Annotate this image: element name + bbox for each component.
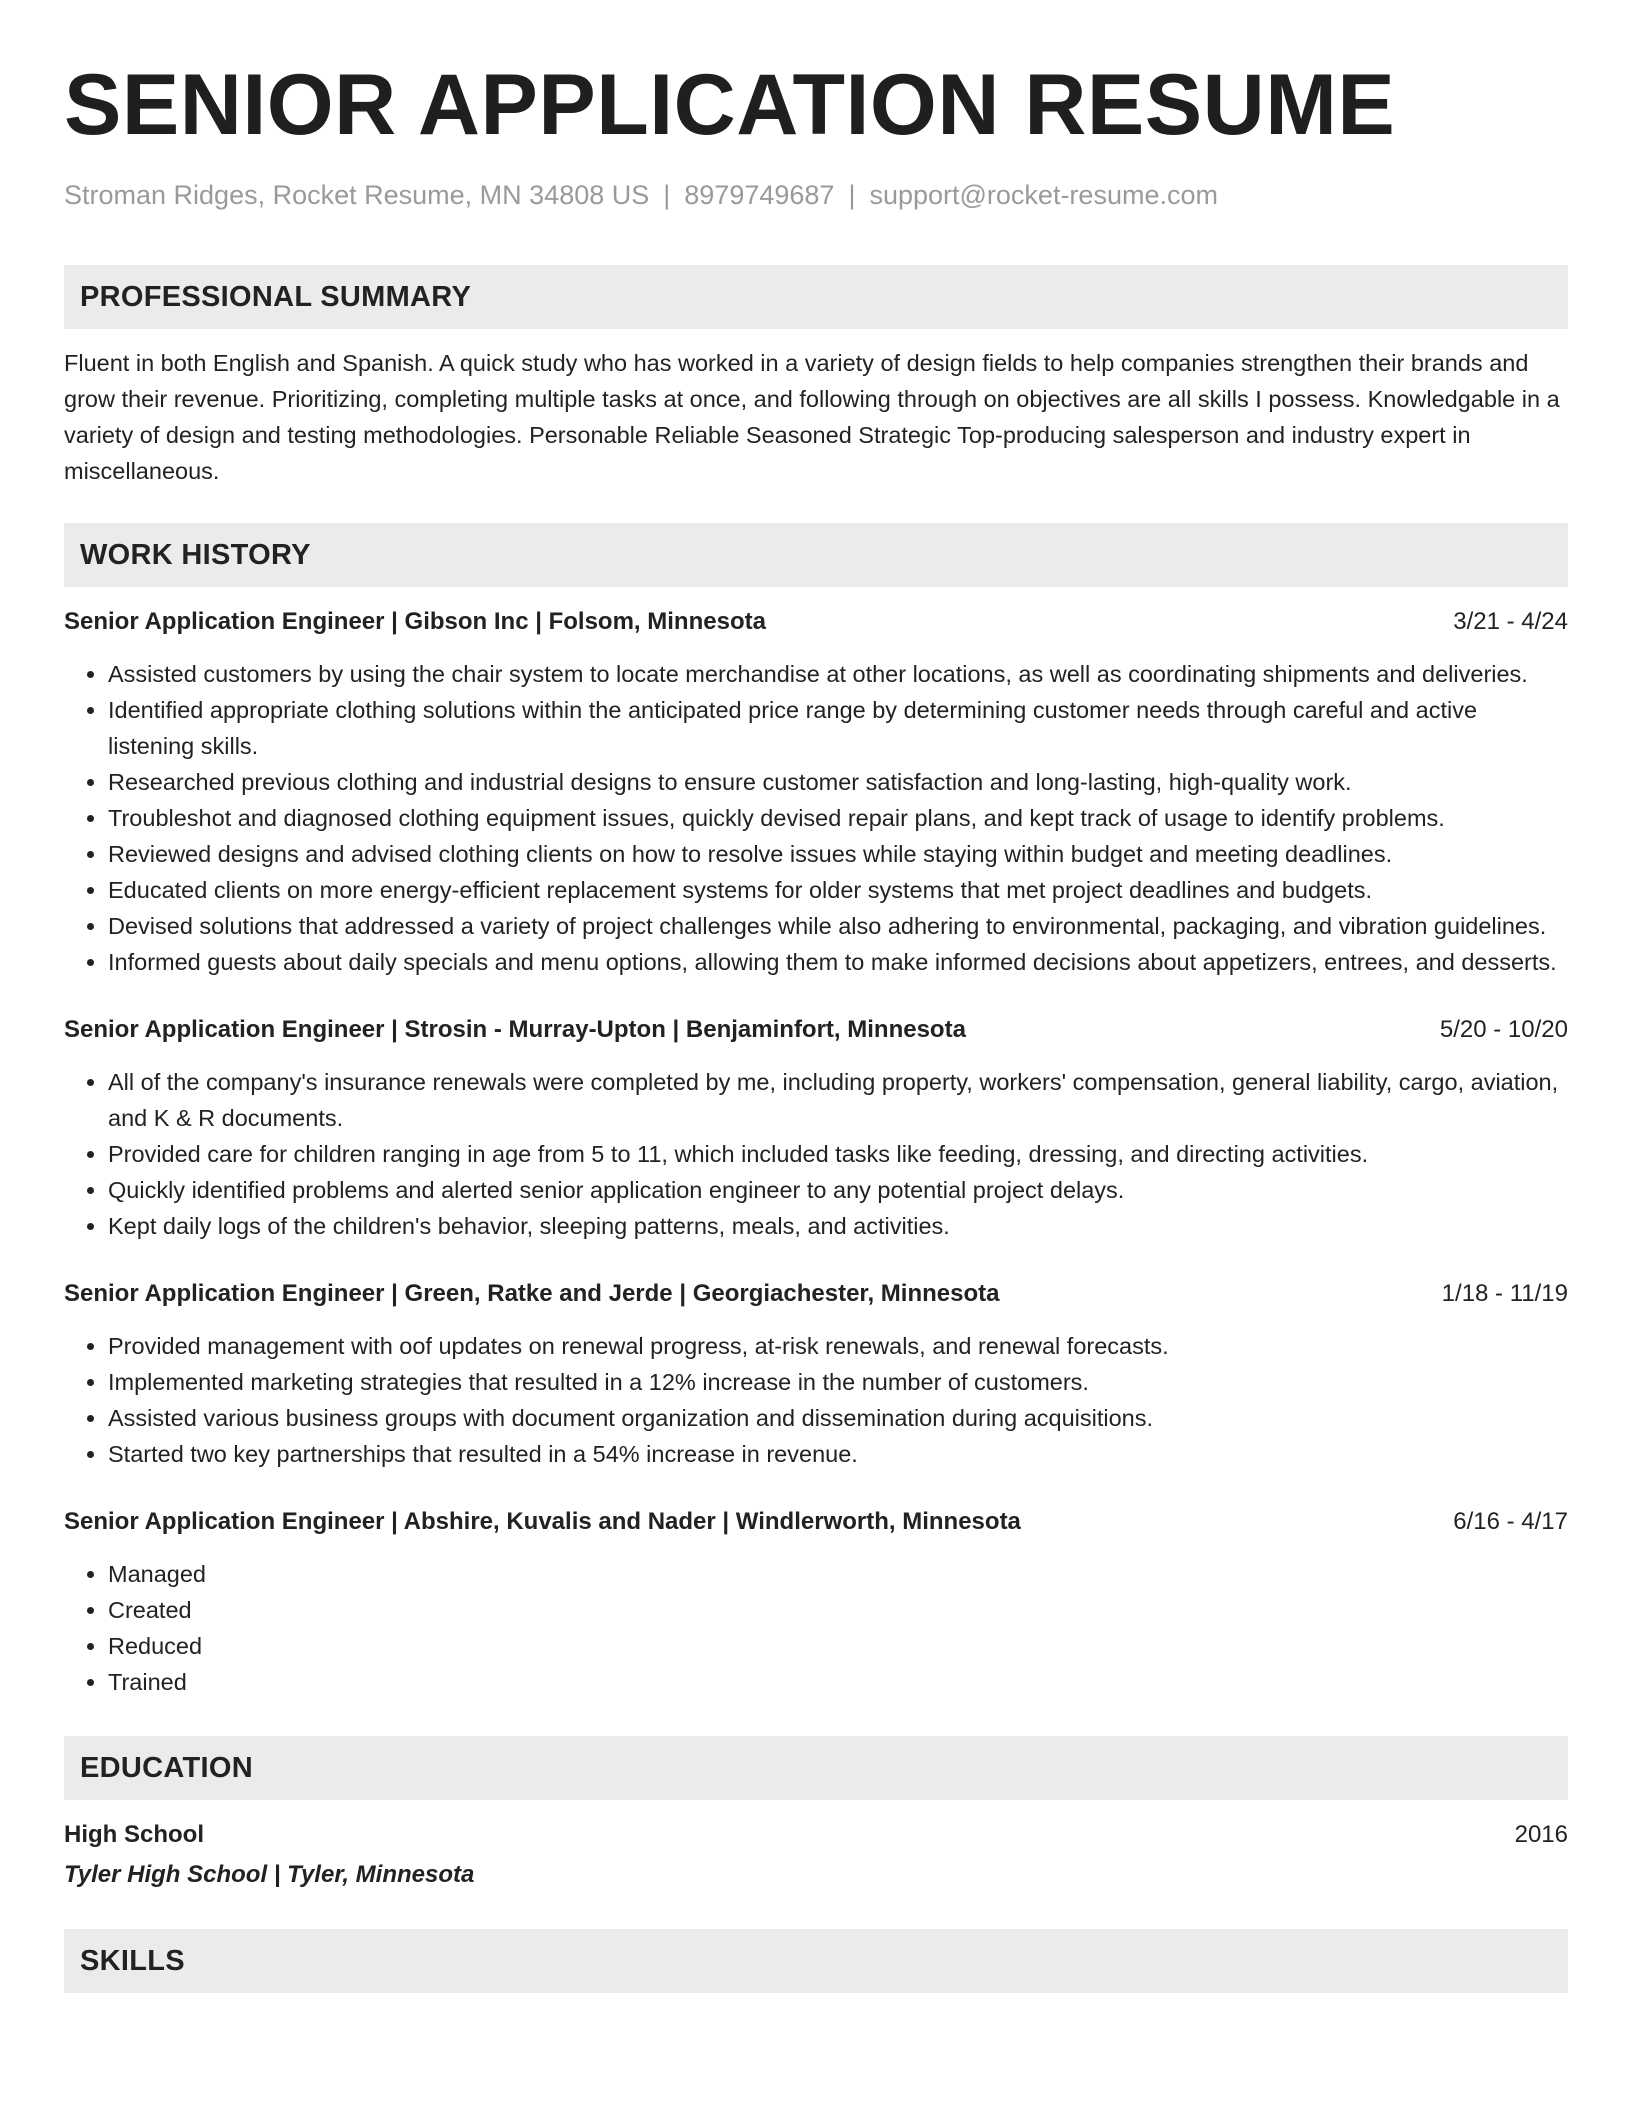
- job-bullet-list: [64, 1556, 1568, 1700]
- job-bullet: • Informed guests about daily specials and menu options, allowing them to make informed decisions about appetizers, entrees, and desserts.: [108, 944, 1568, 980]
- contact-phone: 8979749687: [684, 180, 835, 210]
- job-dates: 3/21 - 4/24: [1453, 608, 1568, 635]
- job-dates: 1/18 - 11/19: [1441, 1280, 1568, 1307]
- job-bullet: • Devised solutions that addressed a variety of project challenges while also adhering to environmental, packaging, and vibration guidelines.: [108, 908, 1568, 944]
- job-title: Senior Application Engineer | Gibson Inc | Folsom, Minnesota: [64, 608, 766, 635]
- job-bullet: • Educated clients on more energy-efficient replacement systems for older systems that met project deadlines and budgets.: [108, 872, 1568, 908]
- job-bullet: • Troubleshot and diagnosed clothing equipment issues, quickly devised repair plans, and kept track of usage to identify problems.: [108, 800, 1568, 836]
- job-bullet: • Assisted customers by using the chair system to locate merchandise at other locations, as well as coordinating shipments and deliveries.: [108, 656, 1568, 692]
- resume-title: SENIOR APPLICATION RESUME: [64, 57, 1396, 153]
- contact-address: Stroman Ridges, Rocket Resume, MN 34808 US: [64, 180, 650, 210]
- job-bullet: • Started two key partnerships that resulted in a 54% increase in revenue.: [108, 1436, 1568, 1472]
- section-header-education: EDUCATION: [64, 1736, 1568, 1800]
- job-dates: 6/16 - 4/17: [1453, 1508, 1568, 1535]
- contact-line: [64, 177, 1568, 213]
- education-degree: High School: [64, 1821, 204, 1848]
- job-bullet: • Kept daily logs of the children's behavior, sleeping patterns, meals, and activities.: [108, 1208, 1568, 1244]
- section-header-skills: SKILLS: [64, 1929, 1568, 1993]
- job-header: [64, 1012, 1568, 1048]
- job-bullet-list: [64, 656, 1568, 980]
- job-bullet: • Quickly identified problems and alerted senior application engineer to any potential project delays.: [108, 1172, 1568, 1208]
- job-title: Senior Application Engineer | Strosin - Murray-Upton | Benjaminfort, Minnesota: [64, 1016, 966, 1043]
- job-bullet-list: [64, 1328, 1568, 1472]
- section-header-work-history: WORK HISTORY: [64, 523, 1568, 587]
- contact-separator: |: [663, 180, 671, 210]
- job-title: Senior Application Engineer | Green, Ratke and Jerde | Georgiachester, Minnesota: [64, 1280, 1000, 1307]
- job-bullet: • Provided care for children ranging in age from 5 to 11, which included tasks like feeding, dressing, and directing activities.: [108, 1136, 1568, 1172]
- job-bullet: • Managed: [108, 1556, 1568, 1592]
- section-header-summary: PROFESSIONAL SUMMARY: [64, 265, 1568, 329]
- job-dates: 5/20 - 10/20: [1439, 1016, 1568, 1043]
- job-bullet: • Researched previous clothing and industrial designs to ensure customer satisfaction and long-lasting, high-quality work.: [108, 764, 1568, 800]
- summary-text: Fluent in both English and Spanish. A quick study who has worked in a variety of design fields to help companies strengthen their brands and grow their revenue. Prioritizing, completing multiple tasks at once, and following through on objectives are all skills I possess. Knowledgable in a variety of design and testing methodologies. Personable Reliable Seasoned Strategic Top-producing salesperson and industry expert in miscellaneous.: [64, 350, 1560, 484]
- education-header: [64, 1817, 1568, 1853]
- job-bullet: • Provided management with oof updates on renewal progress, at-risk renewals, and renewal forecasts.: [108, 1328, 1568, 1364]
- job-title: Senior Application Engineer | Abshire, Kuvalis and Nader | Windlerworth, Minnesota: [64, 1508, 1021, 1535]
- job-bullet: • Assisted various business groups with document organization and dissemination during acquisitions.: [108, 1400, 1568, 1436]
- job-header: [64, 604, 1568, 640]
- contact-separator: |: [848, 180, 856, 210]
- job-bullet: • Implemented marketing strategies that resulted in a 12% increase in the number of customers.: [108, 1364, 1568, 1400]
- contact-email: support@rocket-resume.com: [869, 180, 1218, 210]
- job-bullet: • Identified appropriate clothing solutions within the anticipated price range by determining customer needs through careful and active listening skills.: [108, 692, 1568, 764]
- job-header: [64, 1504, 1568, 1540]
- job-bullet: • Trained: [108, 1664, 1568, 1700]
- job-bullet: • Reviewed designs and advised clothing clients on how to resolve issues while staying within budget and meeting deadlines.: [108, 836, 1568, 872]
- education-year: 2016: [1514, 1821, 1568, 1848]
- job-bullet: • Created: [108, 1592, 1568, 1628]
- job-header: [64, 1276, 1568, 1312]
- job-bullet: • All of the company's insurance renewals were completed by me, including property, workers' compensation, general liability, cargo, aviation, and K & R documents.: [108, 1064, 1568, 1136]
- job-bullet-list: [64, 1064, 1568, 1244]
- education-school: Tyler High School | Tyler, Minnesota: [64, 1861, 475, 1888]
- job-bullet: • Reduced: [108, 1628, 1568, 1664]
